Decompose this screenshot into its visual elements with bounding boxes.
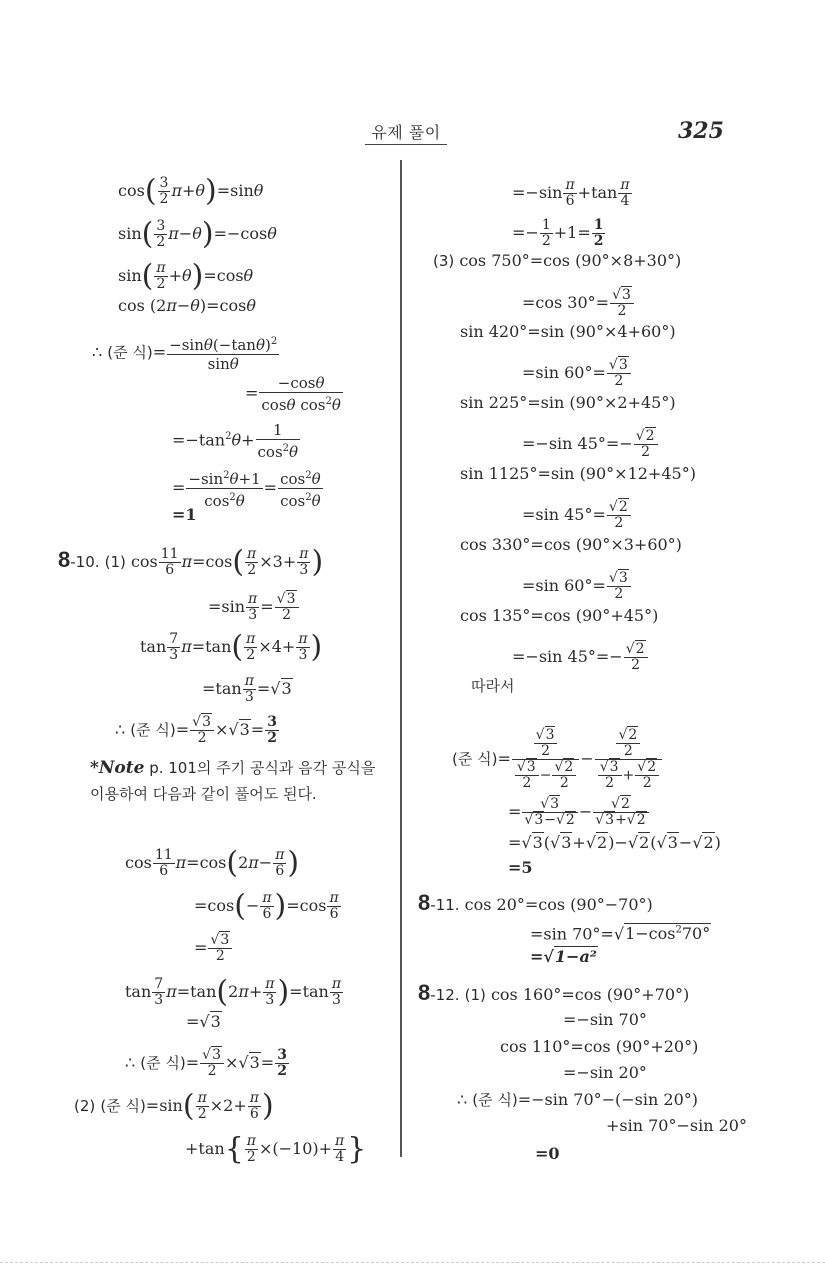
eq-left-11: tan $\frac{7}{3}$ π=tan( $\frac{\pi}{2}$ ×4+ $\frac{\pi}{3}$ ) <box>140 629 323 665</box>
eq-right-5: sin 420°=sin (90°×4+60°) <box>460 322 676 341</box>
eq-right-10: =sin 45°= $\frac{√2}{2}$ <box>522 500 632 531</box>
eq-left-5: ∴ (준 식)= $\frac{-\sin\theta(-\tan\theta)^2}{\sin\theta}$ <box>92 333 280 373</box>
eq-left-10: =sin $\frac{\pi}{3}$ = $\frac{√3}{2}$ <box>208 592 300 623</box>
eq-right-6: =sin 60°= $\frac{√3}{2}$ <box>522 358 632 389</box>
eq-right-9: sin 1125°=sin (90°×12+45°) <box>460 464 696 483</box>
eq-left-20: (2) (준 식)=sin( $\frac{\pi}{2}$ ×2+ $\frac{\pi}{6}$ ) <box>74 1088 274 1124</box>
eq-right-14: =−sin 45°=− $\frac{√2}{2}$ <box>512 642 649 673</box>
section-title: 유제 풀이 <box>365 120 447 145</box>
eq-left-3: sin( $\frac{\pi}{2}$ +θ)=cosθ <box>118 258 254 294</box>
eq-right-3: (3) cos 750°=cos (90°×8+30°) <box>433 251 682 270</box>
eq-right-8: =−sin 45°=− $\frac{√2}{2}$ <box>522 429 659 460</box>
eq-right-2: =− $\frac{1}{2}$ +1= $\frac{1}{2}$ <box>512 217 604 249</box>
eq-left-21: +tan{ $\frac{\pi}{2}$ ×(−10)+ $\frac{\pi}{4}$ } <box>185 1131 367 1167</box>
eq-right-result-0: =0 <box>535 1144 560 1163</box>
eq-left-8: = $\frac{-\sin^2\theta+1}{\cos^2\theta}$ = $\frac{\cos^2\theta}{\cos^2\theta}$ <box>172 467 324 510</box>
eq-left-1: cos( $\frac{3}{2}$ π+θ)=sinθ <box>118 173 264 209</box>
eq-left-4: cos (2π−θ)=cosθ <box>118 296 256 315</box>
eq-right-11: cos 330°=cos (90°×3+60°) <box>460 535 682 554</box>
eq-right-1: =−sin $\frac{\pi}{6}$ +tan $\frac{\pi}{4}$ <box>512 177 630 209</box>
problem-8-11: 8-11. cos 20°=cos (90°−70°) <box>418 890 653 915</box>
eq-left-12: =tan $\frac{\pi}{3}$ =√3 <box>202 673 292 705</box>
eq-left-result-1: =1 <box>172 505 197 524</box>
eq-left-14: cos $\frac{11}{6}$ π=cos(2π− $\frac{\pi}{6}$ ) <box>125 845 300 881</box>
eq-right-24: cos 110°=cos (90°+20°) <box>500 1037 699 1056</box>
eq-right-13: cos 135°=cos (90°+45°) <box>460 606 659 625</box>
eq-right-16: (준 식)= $\frac{√3}{2}$ $\frac{√3}{2}$ − $\frac{√2}{2}$ − $\frac{√2}{2}$ $\frac{√3}{2}$ + $\frac{√2}{2}$ <box>452 728 663 791</box>
note-block: *Note p. 101의 주기 공식과 음각 공식을 이용하여 다음과 같이 풀어도 된다. <box>90 758 376 803</box>
page-bottom-rule <box>0 1262 825 1263</box>
eq-right-20: =sin $70^\circ=√1-\cos^270^\circ$ <box>530 924 711 944</box>
eq-right-21: =√1−a² <box>530 947 597 966</box>
eq-right-result-5: =5 <box>508 858 533 877</box>
eq-left-13: ∴ (준 식)= $\frac{√3}{2}$ ×√3= $\frac{3}{2}$ <box>115 714 277 746</box>
eq-right-27: +sin 70°−sin 20° <box>606 1116 747 1135</box>
eq-left-18: =√3 <box>186 1012 221 1031</box>
eq-left-7: $=-\tan^2\theta+$ $\frac{1}{\cos^2\theta}$ <box>172 421 299 461</box>
eq-right-23: =−sin 70° <box>563 1010 647 1029</box>
eq-right-25: =−sin 20° <box>563 1063 647 1082</box>
column-divider <box>400 160 402 1157</box>
eq-left-17: tan $\frac{7}{3}$ π=tan(2π+ $\frac{\pi}{3}$ )=tan $\frac{\pi}{3}$ <box>125 974 342 1010</box>
eq-right-12: =sin 60°= $\frac{√3}{2}$ <box>522 571 632 602</box>
eq-left-15: =cos(− $\frac{\pi}{6}$ )=cos $\frac{\pi}{6}$ <box>194 888 339 924</box>
problem-8-12: 8-12. (1) cos 160°=cos (90°+70°) <box>418 980 690 1005</box>
eq-right-15: 따라서 <box>471 677 515 695</box>
eq-right-17: = $\frac{√3}{√3-√2}$ − $\frac{√2}{√3+√2}$ <box>508 797 650 828</box>
problem-8-10: 8-10. (1) cos $\frac{11}{6}$ π=cos( $\frac{\pi}{2}$ ×3+ $\frac{\pi}{3}$ ) <box>58 544 324 580</box>
eq-left-19: ∴ (준 식)= $\frac{√3}{2}$ ×√3= $\frac{3}{2}$ <box>125 1047 287 1079</box>
eq-left-6: = $\frac{-\cos\theta}{\cos\theta \cos^2\theta}$ <box>245 374 341 414</box>
page-number: 325 <box>678 118 724 144</box>
eq-right-26: ∴ (준 식)=−sin 70°−(−sin 20°) <box>457 1090 698 1109</box>
eq-left-16: = $\frac{√3}{2}$ <box>194 933 233 964</box>
eq-left-2: sin( $\frac{3}{2}$ π−θ)=−cosθ <box>118 216 277 252</box>
eq-right-4: =cos 30°= $\frac{√3}{2}$ <box>522 288 635 319</box>
eq-right-18: =√3(√3+√2)−√2(√3−√2) <box>508 833 721 852</box>
eq-right-7: sin 225°=sin (90°×2+45°) <box>460 393 676 412</box>
